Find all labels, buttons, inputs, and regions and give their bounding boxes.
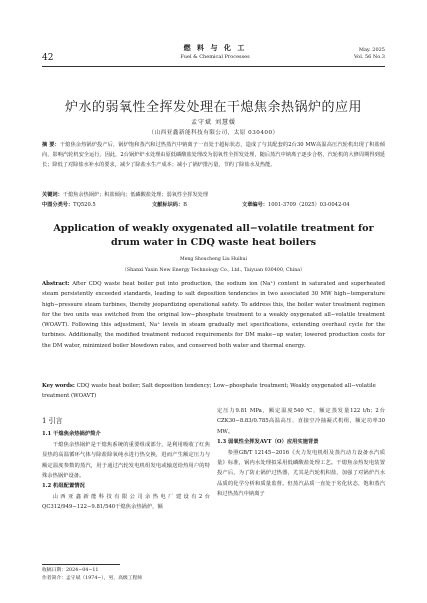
subsection-heading-1-2: 1.2 机组配置情况 [42, 483, 85, 490]
paragraph-1-3: 参照GB/T 12145−2016《火力发电机组及蒸汽动力设备水汽质量》标准，锅内水处理拟采用低磷酸盐处理工艺。干熄焦余热发电装置投产后，为了防止锅炉过热器，尤其是汽轮机积盐，加强了对锅炉汽水品质的化学分析和质量监督。但蒸汽品质一直处于劣化状态，饱和蒸汽和过热蒸汽中钠离子 [217, 449, 385, 498]
page-number: 42 [42, 53, 54, 63]
issue-info [354, 47, 385, 61]
cn-authors: 孟守斌 刘慧媛 [191, 119, 236, 126]
cn-abstract [42, 140, 385, 171]
journal-name-cn: 燃 料 与 化 工 [183, 43, 247, 52]
footnote-divider [42, 564, 120, 565]
cn-title: 炉水的弱氧性全挥发处理在干熄焦余热锅炉的应用 [64, 100, 362, 115]
received-date: 收稿日期：2024−04−11 [42, 568, 99, 573]
en-authors: Meng Shoucheng Liu Huihui [180, 257, 247, 262]
clc-code: 中图分类号：TQ520.5 [42, 202, 96, 208]
issue-date: May. 2025 [358, 47, 385, 53]
en-affiliation: （Shanxi Yaxin New Energy Technology Co., Ltd., Taiyuan 030400, China） [122, 268, 305, 273]
en-title-line-1: Application of weakly oxygenated all−volatile treatment for [53, 223, 374, 234]
cn-affiliation: （山西亚鑫新能科技有限公司，太原 030400） [148, 130, 279, 136]
document-code: 文献标识码：B [152, 202, 187, 208]
cn-keywords-label: 关键词： [42, 192, 63, 198]
en-abstract-label: Abstract: [42, 281, 70, 287]
section-heading-1: 1 引言 [42, 417, 63, 425]
en-abstract-text: After CDQ waste heat boiler put into production, the sodium ion (Na⁺) content in saturated and superheated steam persistently exceeded standards, leading to salt deposition tendencies in two associated 30 MW high−temperature high−pressure steam turbines, thereby jeopardizing operational safety. To address this, the boiler water treatment regimen for the two units was switched from the original low−phosphate treatment to a weakly oxygenated all−volatile treatment (WOAVT). Following this adjustment, Na⁺ levels in steam gradually met specifications, extending overhaul cycle for the turbines. Additionally, the modified treatment reduced requirements for DM make−up water, lowered production costs for the DM water, minimized boiler blowdown rates, and conserved both water and thermal energy. [42, 281, 385, 349]
paragraph-1-2: 山西亚鑫新能科技有限公司余热电厂建设有2台QC312/949−122−9.81/540干熄焦余热锅炉，额 [42, 493, 210, 511]
footnote [42, 567, 212, 583]
article-number: 文章编号：1001-3709（2025）03-0042-04 [242, 202, 350, 208]
en-title [20, 222, 407, 250]
paragraph-1-1: 干熄焦余热锅炉是干熄焦系统的重要组成部分，是利用吸收了红焦显热的高温循环气体与除盐除氧纯水进行热交换，进而产生额定压力与额定温度参数的蒸汽，用于通过汽轮发电机组发电或输送给热用户的特殊余热锅炉设备。 [42, 441, 210, 480]
author-bio: 作者简介：孟守斌（1974−），男，高级工程师 [42, 576, 143, 581]
paragraph-1-2-cont: 定压力9.81 MPa，额定温度540 ℃，额定蒸发量122 t/h；2台CZK30−8.83/0.785高温高压、直接空冷抽凝式机组，额定功率30 MW。 [217, 408, 385, 435]
body-column-right [217, 406, 385, 500]
subsection-heading-1-1: 1.1 干熄焦余热锅炉简介 [42, 431, 101, 438]
body-column-left [42, 416, 210, 513]
cn-keywords [42, 191, 385, 198]
journal-header [160, 43, 270, 60]
subsection-heading-1-3: 1.3 弱氧性全挥发AVT（O）应用实施背景 [217, 439, 319, 446]
issue-volume: Vol. 56 No.3 [354, 54, 385, 60]
en-title-line-2: drum water in CDQ waste heat boilers [110, 237, 317, 248]
classification-row [42, 201, 385, 208]
cn-abstract-label: 摘 要： [42, 142, 60, 148]
en-abstract [42, 279, 385, 351]
journal-name-en: Fuel & Chemical Processes [180, 54, 250, 60]
header-divider [42, 66, 385, 67]
cn-abstract-text: 干熄焦余热锅炉投产后，锅炉饱和蒸汽和过热蒸汽中钠离子一直处于超标状态，造成了与其配套的2台30 MW高温高压汽轮机出现了积盐倾向，影响汽轮机安全运行。因此，2台锅炉炉水处理由原低磷酸盐处理改为弱氧性全挥发处理，随后蒸汽中钠离子逐步合格，汽轮机的大修周期得到延长；降低了对除盐水补水的要求，减少了除盐水生产成本；减小了锅炉排污量，节约了除盐水及热能。 [42, 142, 386, 169]
cn-keywords-text: 干熄焦余热锅炉；积盐倾向；低磷酸盐处理；弱氧性全挥发处理 [62, 192, 209, 198]
en-keywords-text: CDQ waste heat boiler; Salt deposition tendency; Low−phosphate treatment; Weakly oxygenated all−volatile treatment (WOAVT) [42, 383, 376, 400]
en-keywords [42, 381, 385, 402]
en-keywords-label: Key words: [42, 383, 75, 389]
